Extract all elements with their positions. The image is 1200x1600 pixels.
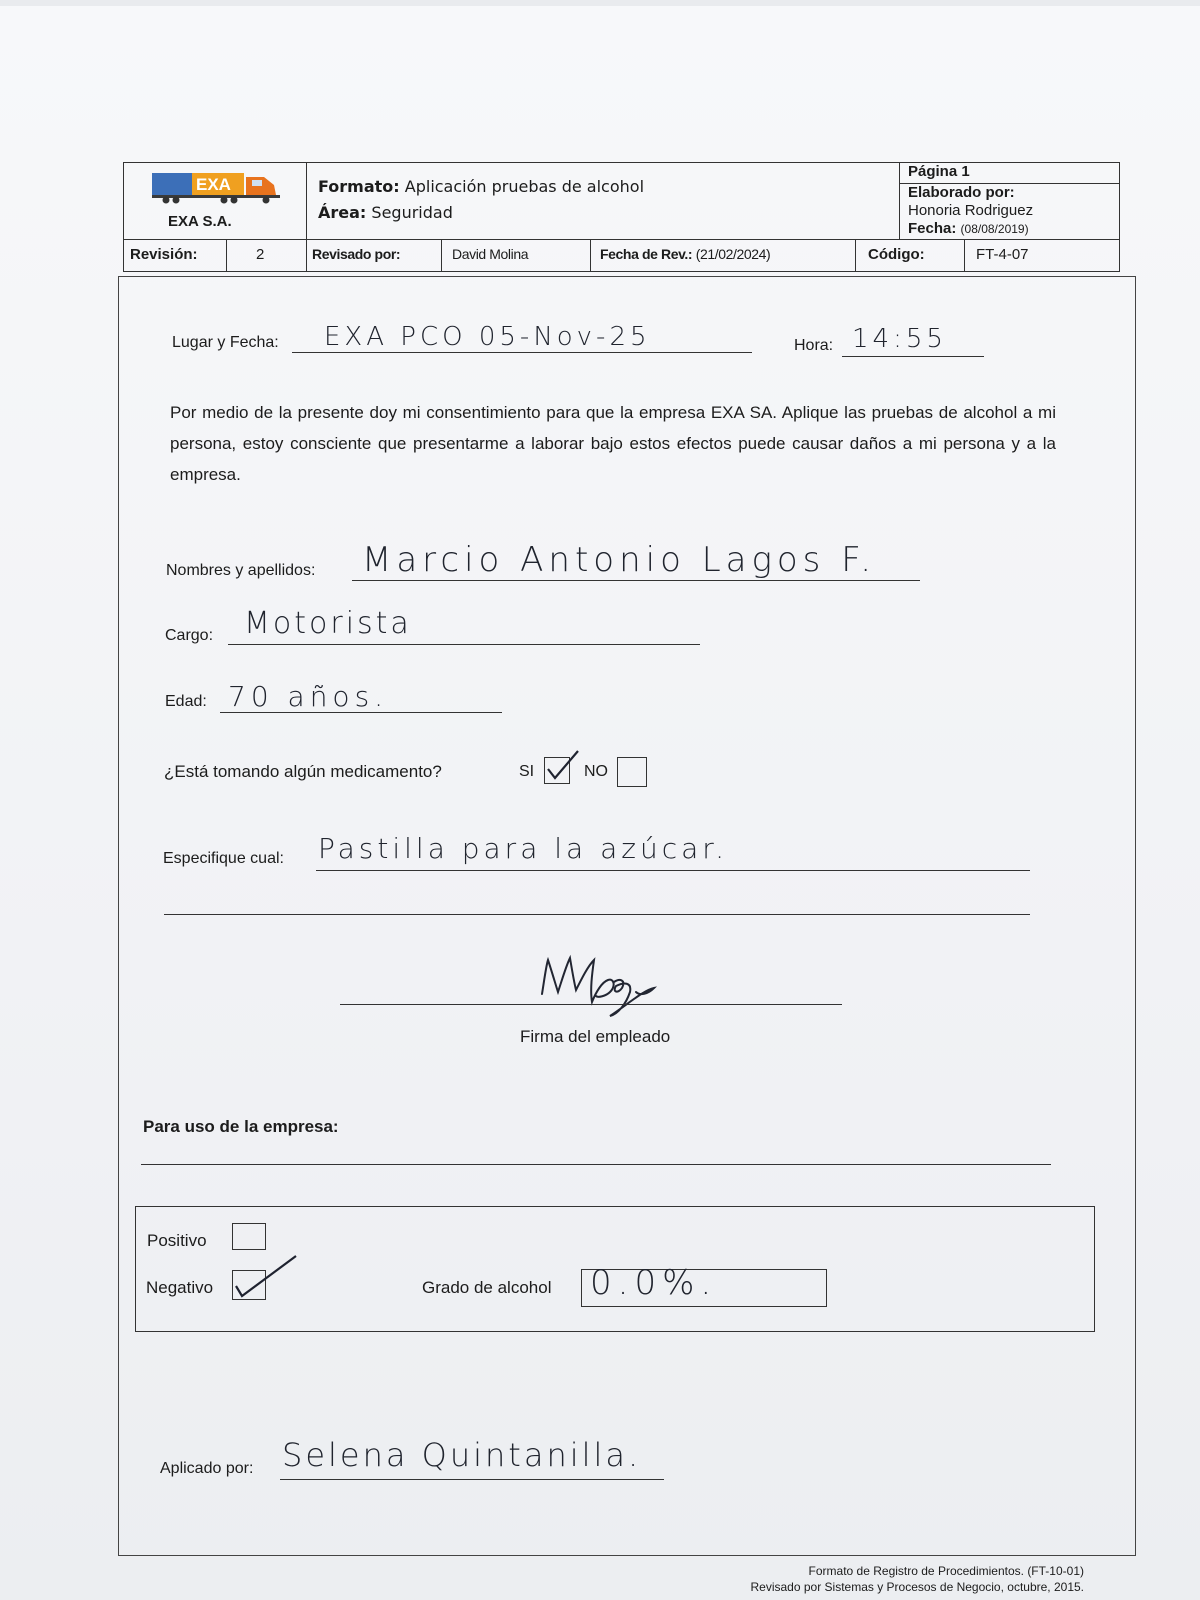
employee-signature xyxy=(536,952,696,1024)
no-label: NO xyxy=(584,763,608,780)
si-check-mark-icon xyxy=(542,747,582,783)
footer-line-1: Formato de Registro de Procedimientos. (FT-10-01) xyxy=(808,1564,1084,1578)
cargo-value[interactable]: Motorista xyxy=(244,606,412,641)
revision-label: Revisión: xyxy=(130,246,198,263)
especifique-line-2 xyxy=(164,914,1030,915)
fecha-label: Fecha: xyxy=(908,220,957,237)
negativo-label: Negativo xyxy=(146,1278,214,1297)
area-row xyxy=(318,203,453,222)
edad-label: Edad: xyxy=(165,693,207,710)
elaborado-value: Honoria Rodriguez xyxy=(908,202,1034,219)
footer-line-2: Revisado por Sistemas y Procesos de Negocio, octubre, 2015. xyxy=(750,1580,1084,1594)
formato-value: Aplicación pruebas de alcohol xyxy=(404,177,645,196)
grado-value[interactable]: 0.0%. xyxy=(590,1263,718,1303)
aplicado-value[interactable]: Selena Quintanilla. xyxy=(282,1436,642,1474)
positivo-label: Positivo xyxy=(147,1231,207,1250)
cargo-line xyxy=(228,644,700,645)
lugar-value[interactable]: EXA PCO 05-Nov-25 xyxy=(324,322,651,352)
aplicado-line xyxy=(280,1479,664,1480)
elaborado-label: Elaborado por: xyxy=(908,184,1015,201)
pagina-label: Página 1 xyxy=(908,163,970,180)
fecha-value: (08/08/2019) xyxy=(960,222,1029,236)
codigo-value: FT-4-07 xyxy=(976,246,1029,263)
revisado-label: Revisado por: xyxy=(312,246,401,262)
nombres-label: Nombres y apellidos: xyxy=(166,562,316,579)
consent-text: Por medio de la presente doy mi consentimiento para que la empresa EXA SA. Aplique las pruebas de alcohol a mi persona, estoy consciente que presentarme a laborar bajo estos efectos puede causar daños a mi persona y a la empresa. xyxy=(170,403,1056,484)
positivo-checkbox[interactable] xyxy=(232,1223,266,1250)
hora-line xyxy=(842,356,984,357)
hora-label: Hora: xyxy=(794,337,834,354)
codigo-label: Código: xyxy=(868,246,925,263)
formato-row xyxy=(318,177,644,196)
edad-value[interactable]: 70 años. xyxy=(228,680,389,713)
firma-label: Firma del empleado xyxy=(520,1027,671,1046)
medicamento-label: ¿Está tomando algún medicamento? xyxy=(164,762,442,781)
no-checkbox[interactable] xyxy=(617,757,647,787)
fecha-rev-row xyxy=(600,246,770,262)
cargo-label: Cargo: xyxy=(165,627,214,644)
hora-value[interactable]: 14:55 xyxy=(852,324,947,354)
footer-note xyxy=(750,1563,1084,1595)
nombres-value[interactable]: Marcio Antonio Lagos F. xyxy=(362,540,877,580)
revisado-value: David Molina xyxy=(452,246,529,262)
especifique-label: Especifique cual: xyxy=(163,850,284,867)
area-label: Área: xyxy=(318,203,367,222)
lugar-line xyxy=(292,352,752,353)
aplicado-label: Aplicado por: xyxy=(160,1460,254,1477)
firma-line xyxy=(340,1004,842,1005)
empresa-label: Para uso de la empresa: xyxy=(143,1117,339,1136)
formato-label: Formato: xyxy=(318,177,400,196)
header-table xyxy=(123,162,1120,272)
grado-label: Grado de alcohol xyxy=(422,1278,552,1297)
company-logo xyxy=(152,169,292,205)
area-value: Seguridad xyxy=(371,203,453,222)
especifique-value[interactable]: Pastilla para la azúcar. xyxy=(318,832,729,865)
fecha-rev-value: (21/02/2024) xyxy=(695,246,771,262)
nombres-line xyxy=(352,580,920,581)
revision-value: 2 xyxy=(256,246,265,263)
si-label: SI xyxy=(519,763,535,780)
fecha-rev-label: Fecha de Rev.: xyxy=(600,246,693,262)
lugar-label: Lugar y Fecha: xyxy=(172,334,279,351)
especifique-line xyxy=(316,870,1030,871)
logo-text: EXA xyxy=(196,175,231,194)
empresa-line xyxy=(141,1164,1051,1165)
negativo-check-mark-icon xyxy=(230,1250,302,1300)
company-name: EXA S.A. xyxy=(168,213,232,230)
fecha-row xyxy=(908,220,1029,237)
